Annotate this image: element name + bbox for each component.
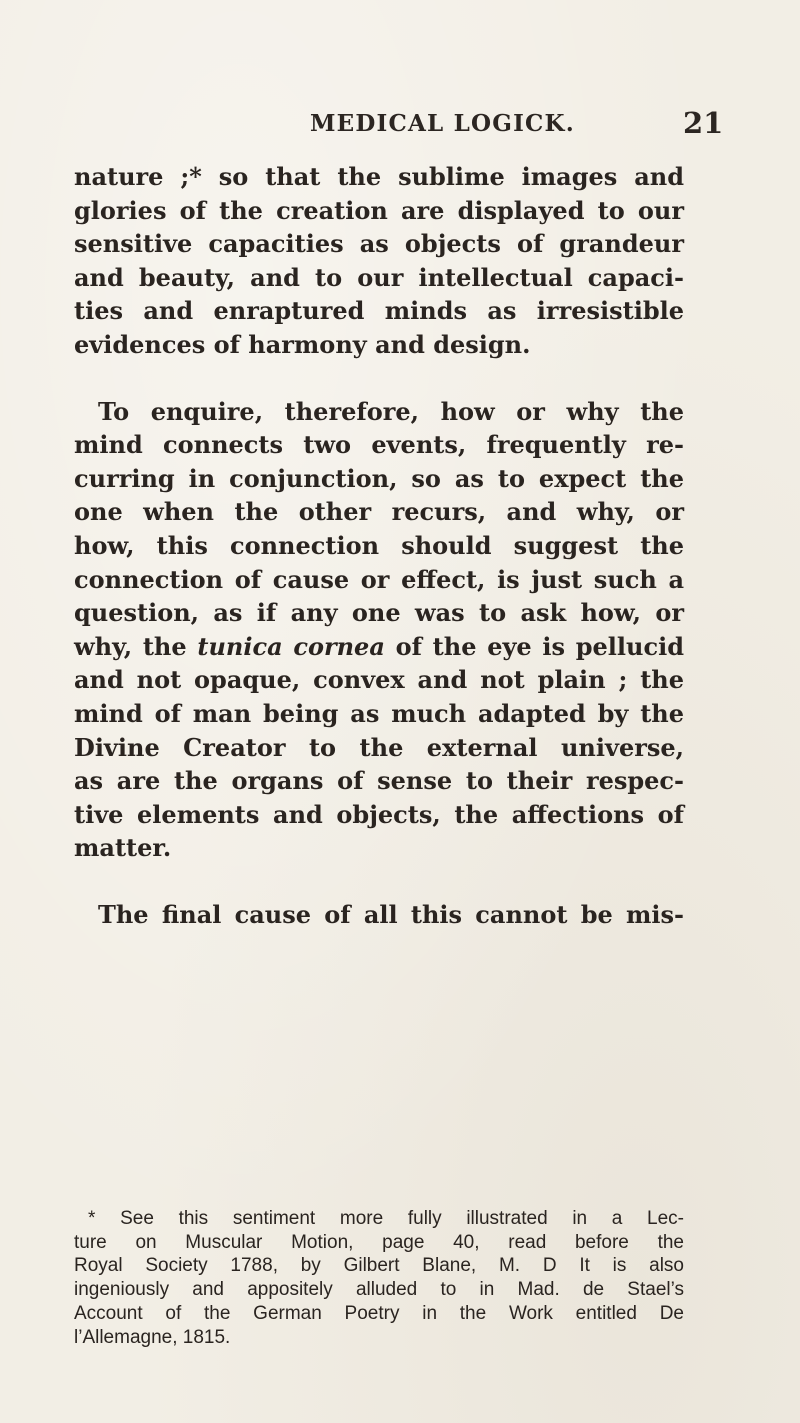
running-head: MEDICAL LOGICK. bbox=[310, 110, 575, 137]
text-fragment: of the eye is pellucid bbox=[384, 631, 684, 661]
text-line: tive elements and objects, the affections of bbox=[74, 799, 684, 829]
text-line: question, as if any one was to ask how, or bbox=[74, 598, 684, 628]
text-line: The final cause of all this cannot be mis- bbox=[98, 899, 684, 929]
text-line bbox=[74, 630, 684, 664]
text-line: To enquire, therefore, how or why the bbox=[98, 396, 684, 426]
italic-term: tunica cornea bbox=[197, 631, 385, 661]
footnote-line: l’Allemagne, 1815. bbox=[74, 1326, 231, 1348]
text-line: how, this connection should suggest the bbox=[74, 530, 684, 560]
page-number: 21 bbox=[683, 106, 724, 140]
footnote-line: ture on Muscular Motion, page 40, read before the bbox=[74, 1231, 684, 1253]
text-line: as are the organs of sense to their respec- bbox=[74, 766, 684, 796]
footnote-line: Account of the German Poetry in the Work entitled De bbox=[74, 1302, 684, 1324]
text-line: sensitive capacities as objects of grandeur bbox=[74, 229, 684, 259]
text-line: connection of cause or effect, is just such a bbox=[74, 564, 684, 594]
footnote-line: Royal Society 1788, by Gilbert Blane, M. D It is also bbox=[74, 1255, 684, 1277]
text-line: nature ;* so that the sublime images and bbox=[74, 162, 684, 191]
paragraph-2 bbox=[74, 395, 684, 865]
paragraph-gap bbox=[74, 362, 684, 395]
text-line: glories of the creation are displayed to our bbox=[74, 195, 684, 225]
text-line: and beauty, and to our intellectual capaci- bbox=[74, 262, 684, 292]
text-fragment: why, the bbox=[74, 631, 198, 661]
paragraph-gap bbox=[74, 865, 684, 898]
footnote-line: * See this sentiment more fully illustrated in a Lec- bbox=[88, 1208, 684, 1229]
text-line: Divine Creator to the external universe, bbox=[74, 732, 684, 762]
text-line: evidences of harmony and design. bbox=[74, 329, 531, 359]
body-text bbox=[74, 160, 684, 931]
text-line: mind of man being as much adapted by the bbox=[74, 698, 684, 728]
text-line: curring in conjunction, so as to expect the bbox=[74, 463, 684, 493]
footnote bbox=[74, 1207, 684, 1349]
text-line: one when the other recurs, and why, or bbox=[74, 497, 684, 527]
text-line: ties and enraptured minds as irresistible bbox=[74, 296, 684, 326]
footnote-line: ingeniously and appositely alluded to in Mad. de Stael’s bbox=[74, 1279, 684, 1301]
paragraph-3 bbox=[74, 898, 684, 932]
paragraph-1 bbox=[74, 160, 684, 362]
page-header bbox=[0, 106, 800, 140]
text-line: and not opaque, convex and not plain ; the bbox=[74, 665, 684, 695]
text-line: mind connects two events, frequently re- bbox=[74, 430, 684, 460]
text-line: matter. bbox=[74, 833, 172, 863]
